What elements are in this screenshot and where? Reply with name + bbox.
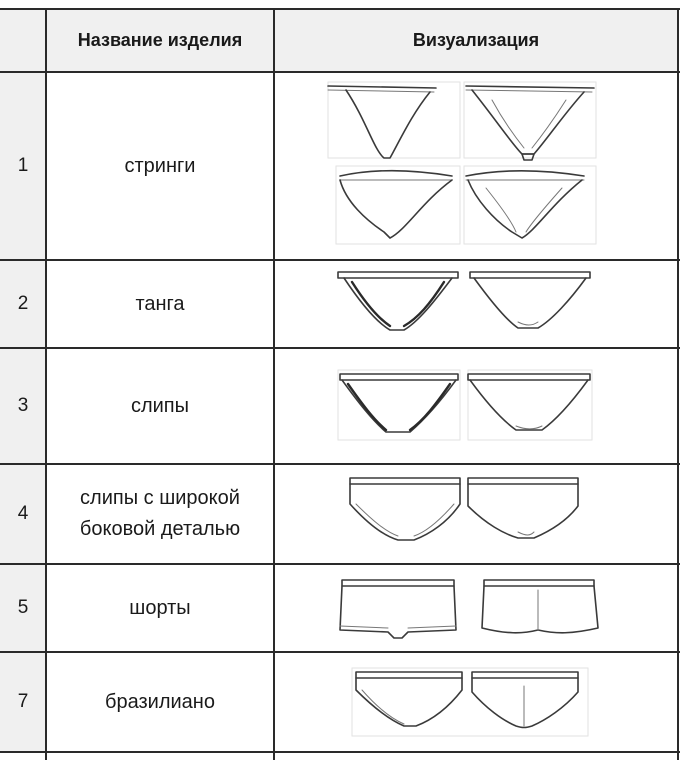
row-4-number	[0, 464, 46, 564]
row-3-visual	[274, 348, 678, 464]
row-3-name	[46, 348, 274, 464]
row-7-name	[46, 652, 274, 752]
wide-side-briefs-sketch-icon	[344, 474, 584, 554]
row-2-number	[0, 260, 46, 348]
row-4-name	[46, 464, 274, 564]
brazilian-sketch-icon	[350, 666, 590, 740]
grid-line	[0, 463, 680, 465]
row-5-name	[46, 564, 274, 652]
row-number-label: 7	[17, 691, 29, 712]
briefs-sketch-icon	[336, 368, 596, 444]
row-number-label: 4	[17, 503, 29, 524]
product-name-label: бразилиано	[105, 690, 215, 713]
product-name-label: слипы с широкой боковой деталью	[79, 487, 241, 540]
grid-line	[45, 8, 47, 760]
product-name-label: слипы	[130, 394, 190, 417]
header-visual-label: Визуализация	[412, 29, 540, 50]
grid-line	[0, 651, 680, 653]
grid-line	[0, 347, 680, 349]
grid-line	[0, 751, 680, 753]
header-visual-cell	[274, 8, 678, 72]
grid-line	[0, 8, 680, 10]
thong-sketch-icon	[326, 80, 606, 250]
header-number-cell	[0, 8, 46, 72]
product-name-label: стринги	[124, 154, 196, 177]
shorts-sketch-icon	[336, 576, 606, 640]
grid-line	[0, 563, 680, 565]
product-name-label: шорты	[129, 596, 191, 619]
row-number-label: 1	[17, 155, 29, 176]
product-name-label: танга	[135, 292, 185, 315]
grid-line	[0, 259, 680, 261]
row-7-visual	[274, 652, 678, 752]
header-name-label: Название изделия	[77, 29, 243, 50]
row-number-label: 2	[17, 293, 29, 314]
row-1-visual	[274, 72, 678, 260]
row-1-name	[46, 72, 274, 260]
grid-line	[677, 8, 679, 760]
row-5-number	[0, 564, 46, 652]
header-name-cell	[46, 8, 274, 72]
row-1-number	[0, 72, 46, 260]
tanga-sketch-icon	[334, 266, 594, 342]
row-7-number	[0, 652, 46, 752]
row-4-visual	[274, 464, 678, 564]
row-3-number	[0, 348, 46, 464]
grid-line	[0, 71, 680, 73]
row-2-name	[46, 260, 274, 348]
row-2-visual	[274, 260, 678, 348]
row-number-label: 3	[17, 395, 29, 416]
row-5-visual	[274, 564, 678, 652]
row-number-label: 5	[17, 597, 29, 618]
grid-line	[273, 8, 275, 760]
